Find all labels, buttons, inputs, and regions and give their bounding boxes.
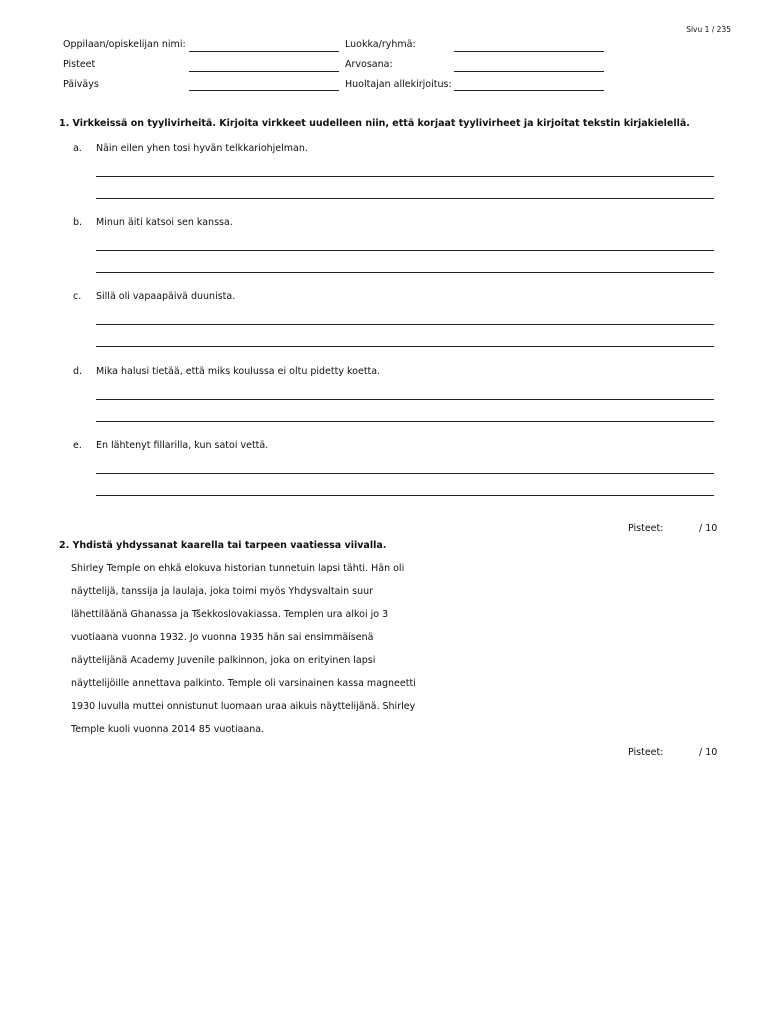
answer-line[interactable] [96,272,714,273]
grade-field[interactable] [454,71,604,72]
grade-label: Arvosana: [345,59,393,70]
answer-line[interactable] [96,346,714,347]
task1-item-text: Minun äiti katsoi sen kanssa. [96,217,233,228]
class-label: Luokka/ryhmä: [345,39,416,50]
task2-points-label: Pisteet: [628,747,664,758]
task1-item-letter: c. [73,291,82,302]
task2-paragraph-line: Temple kuoli vuonna 2014 85 vuotiaana. [71,724,265,735]
answer-line[interactable] [96,399,714,400]
task2-paragraph-line: näyttelijänä Academy Juvenile palkinnon, joka on erityinen lapsi [71,655,376,666]
task2-title: 2. Yhdistä yhdyssanat kaarella tai tarpeen vaatiessa viivalla. [59,540,387,551]
page-number: Sivu 1 / 235 [686,25,731,34]
answer-line[interactable] [96,250,714,251]
points-header-label: Pisteet [63,59,96,70]
points-header-field[interactable] [189,71,339,72]
task1-item-letter: b. [73,217,83,228]
student-name-field[interactable] [189,51,339,52]
task1-item-letter: e. [73,440,82,451]
task2-paragraph-line: näyttelijä, tanssija ja laulaja, joka toimi myös Yhdysvaltain suur [71,586,374,597]
task1-points-label: Pisteet: [628,523,664,534]
task1-item-text: Sillä oli vapaapäivä duunista. [96,291,236,302]
answer-line[interactable] [96,176,714,177]
task1-item-text: Mika halusi tietää, että miks koulussa ei oltu pidetty koetta. [96,366,381,377]
date-label: Päiväys [63,79,99,90]
task2-paragraph-line: Shirley Temple on ehkä elokuva historian tunnetuin lapsi tähti. Hän oli [71,563,405,574]
task2-paragraph-line: lähettiläänä Ghanassa ja Tšekkoslovakiassa. Templen ura alkoi jo 3 [71,609,389,620]
task2-paragraph-line: näyttelijöille annettava palkinto. Temple oli varsinainen kassa magneetti [71,678,416,689]
task1-item-text: Näin eilen yhen tosi hyvän telkkariohjelman. [96,143,308,154]
answer-line[interactable] [96,473,714,474]
task2-paragraph-line: 1930 luvulla muttei onnistunut luomaan uraa aikuis näyttelijänä. Shirley [71,701,416,712]
guardian-signature-label: Huoltajan allekirjoitus: [345,79,452,90]
class-field[interactable] [454,51,604,52]
task1-item-letter: a. [73,143,82,154]
task1-item-letter: d. [73,366,83,377]
task2-points-max: / 10 [699,747,718,758]
answer-line[interactable] [96,198,714,199]
answer-line[interactable] [96,495,714,496]
task1-title: 1. Virkkeissä on tyylivirheitä. Kirjoita virkkeet uudelleen niin, että korjaat tyylivirheet ja kirjoitat tekstin kirjakielellä. [59,118,690,129]
student-name-label: Oppilaan/opiskelijan nimi: [63,39,186,50]
date-field[interactable] [189,90,339,91]
guardian-signature-field[interactable] [454,90,604,91]
answer-line[interactable] [96,421,714,422]
task1-points-max: / 10 [699,523,718,534]
answer-line[interactable] [96,324,714,325]
task2-paragraph-line: vuotiaana vuonna 1932. Jo vuonna 1935 hän sai ensimmäisenä [71,632,374,643]
task1-item-text: En lähtenyt fillarilla, kun satoi vettä. [96,440,269,451]
